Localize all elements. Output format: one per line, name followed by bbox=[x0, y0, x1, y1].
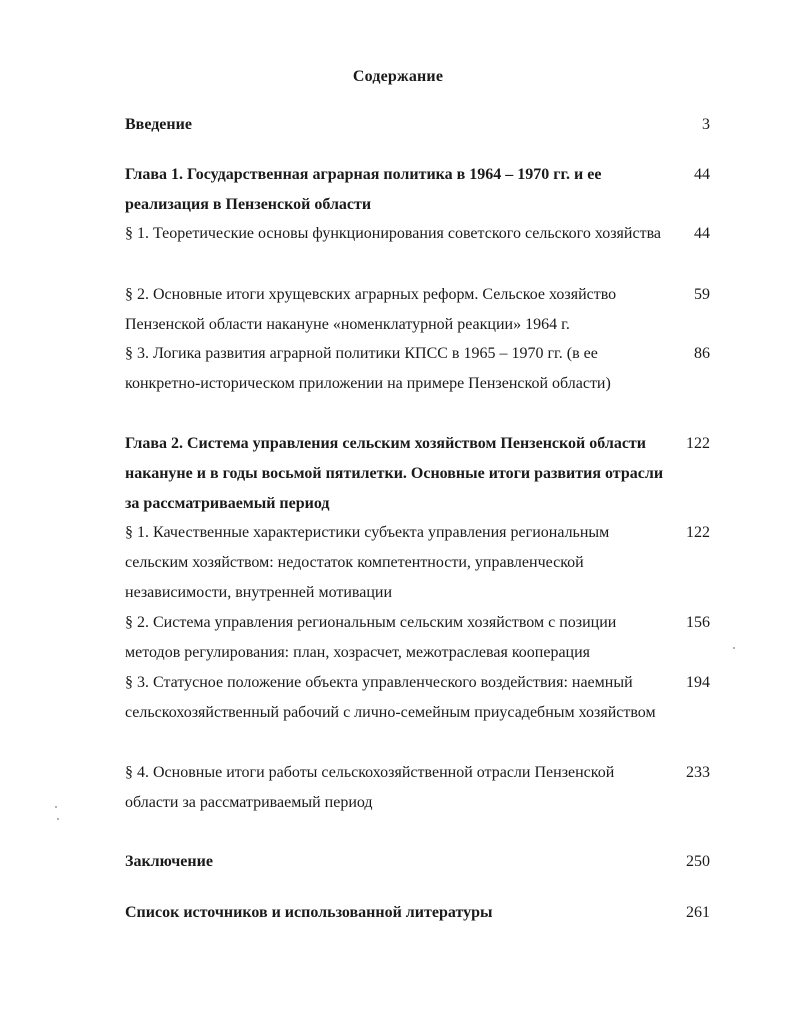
toc-entry-title: Глава 2. Система управления сельским хозяйством Пензенской области накануне и в годы восьмой пятилетки. Основные итоги развития отрасли за рассматриваемый период bbox=[125, 435, 664, 512]
toc-entry-title: Глава 1. Государственная аграрная политика в 1964 – 1970 гг. и ее реализация в Пензенской области bbox=[125, 166, 602, 213]
toc-entry-section-1-2 bbox=[125, 280, 710, 340]
toc-entry-page: 194 bbox=[686, 674, 710, 691]
scan-speck bbox=[57, 818, 59, 820]
toc-entry-section-1-3 bbox=[125, 339, 710, 399]
toc-entry-title: § 2. Система управления региональным сельским хозяйством с позиции методов регулирования: план, хозрасчет, межотраслевая кооперация bbox=[125, 614, 617, 661]
toc-entry-title: Заключение bbox=[125, 853, 213, 870]
toc-entry-page: 250 bbox=[686, 853, 710, 870]
toc-entry-title: Список источников и использованной литературы bbox=[125, 904, 493, 921]
toc-entry-page: 156 bbox=[686, 614, 710, 631]
toc-entry-title: § 3. Логика развития аграрной политики КПСС в 1965 – 1970 гг. (в ее конкретно-историческом приложении на примере Пензенской области) bbox=[125, 345, 611, 392]
toc-entry-section-2-1 bbox=[125, 518, 710, 607]
toc-entry-section-2-4 bbox=[125, 758, 710, 818]
toc-entry-page: 122 bbox=[686, 524, 710, 541]
toc-entry-section-2-2 bbox=[125, 608, 710, 668]
toc-entry-title: § 1. Качественные характеристики субъекта управления региональным сельским хозяйством: недостаток компетентности, управленческой независимости, внутренней мотивации bbox=[125, 524, 610, 601]
toc-entry-page: 122 bbox=[686, 435, 710, 452]
toc-entry-title: Введение bbox=[125, 116, 192, 133]
toc-entry-title: § 3. Статусное положение объекта управленческого воздействия: наемный сельскохозяйственный рабочий с лично-семейным приусадебным хозяйством bbox=[125, 674, 656, 721]
toc-entry-chapter-2 bbox=[125, 429, 710, 518]
toc-entry-conclusion bbox=[125, 847, 710, 877]
toc-entry-page: 3 bbox=[702, 116, 710, 133]
toc-entry-title: § 4. Основные итоги работы сельскохозяйственной отрасли Пензенской области за рассматриваемый период bbox=[125, 764, 615, 811]
toc-entry-section-2-3 bbox=[125, 668, 710, 728]
toc-entry-page: 233 bbox=[686, 764, 710, 781]
toc-entry-title: § 1. Теоретические основы функционирования советского сельского хозяйства bbox=[125, 225, 662, 242]
toc-entry-chapter-1 bbox=[125, 160, 710, 220]
toc-entry-title: § 2. Основные итоги хрущевских аграрных реформ. Сельское хозяйство Пензенской области накануне «номенклатурной реакции» 1964 г. bbox=[125, 286, 617, 333]
toc-entry-page: 86 bbox=[694, 345, 710, 362]
toc-entry-section-1-1 bbox=[125, 219, 710, 249]
scan-speck bbox=[55, 806, 57, 808]
toc-entry-page: 261 bbox=[686, 904, 710, 921]
toc-entry-introduction bbox=[125, 110, 710, 140]
toc-entry-page: 44 bbox=[694, 166, 710, 183]
scan-speck bbox=[733, 647, 735, 649]
toc-entry-references bbox=[125, 898, 710, 928]
toc-entry-page: 44 bbox=[694, 225, 710, 242]
toc-heading: Содержание bbox=[352, 68, 444, 85]
toc-entry-page: 59 bbox=[694, 286, 710, 303]
